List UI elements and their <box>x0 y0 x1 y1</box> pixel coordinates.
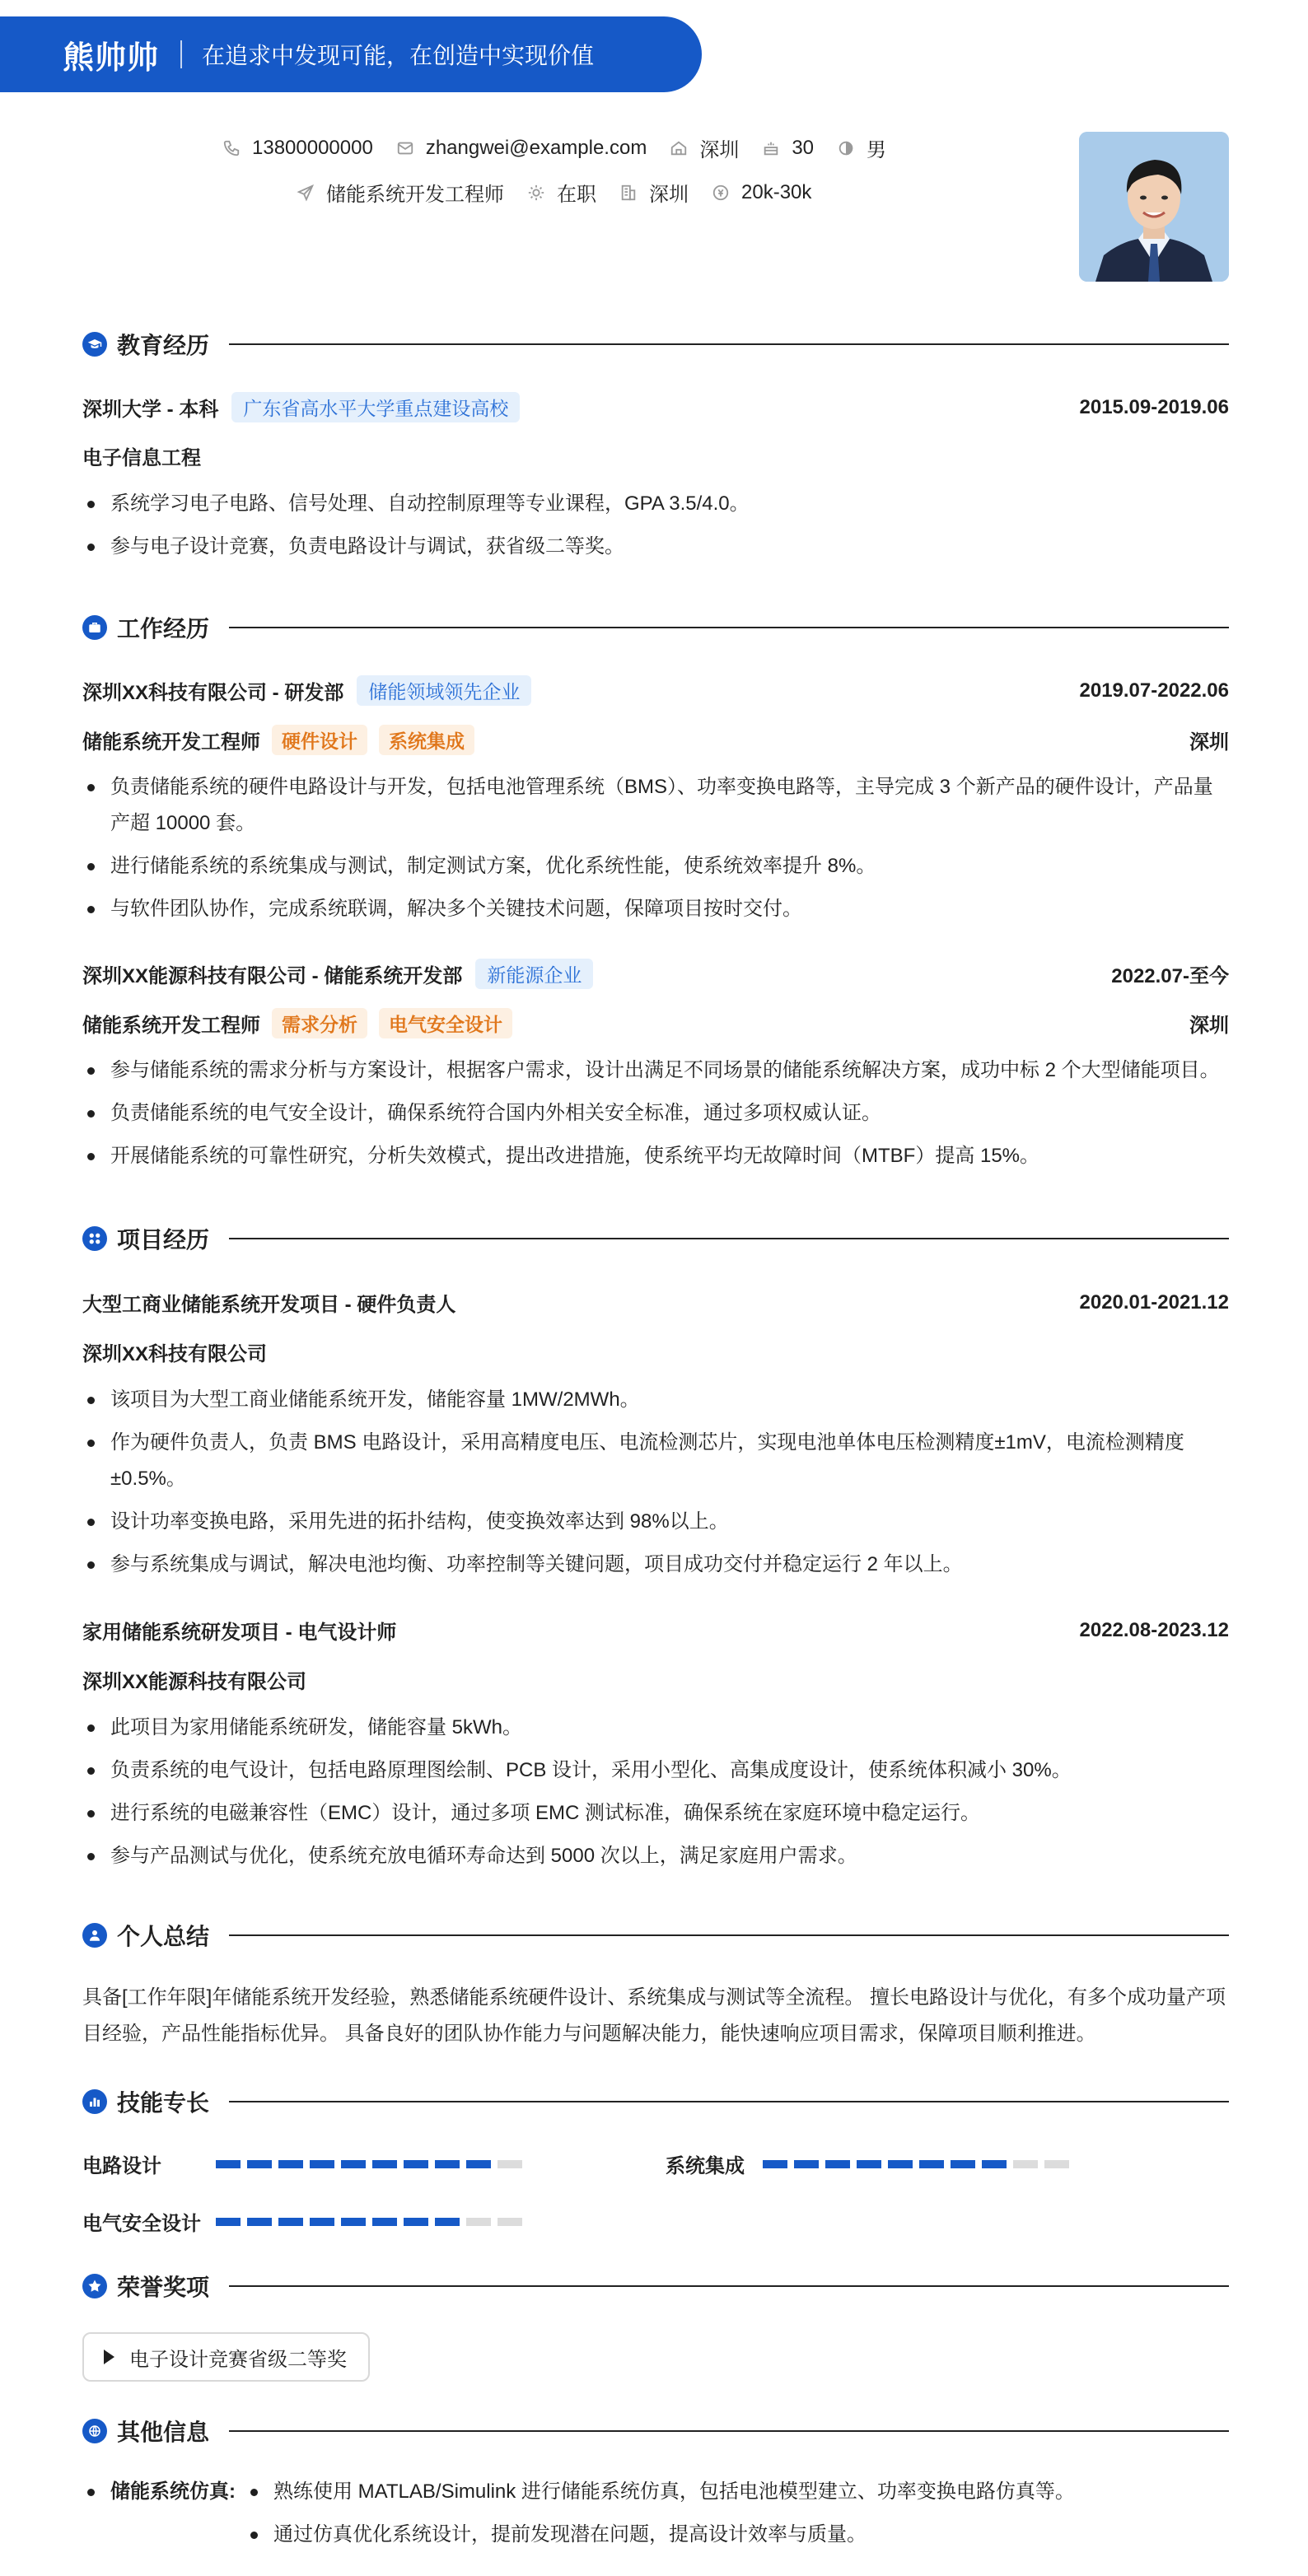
contact-city <box>670 133 739 162</box>
status-text: 在职 <box>557 184 596 206</box>
contact-email <box>396 137 647 160</box>
section-divider <box>229 2285 1229 2287</box>
work-date: 2022.07-至今 <box>1111 965 1229 987</box>
home-icon <box>670 139 688 157</box>
work-2-header <box>82 959 1229 989</box>
section-work <box>82 611 1229 644</box>
email-text: zhangwei@example.com <box>425 136 647 159</box>
slogan: 在追求中发现可能，在创造中实现价值 <box>202 43 595 68</box>
skill-level-segment <box>435 2160 460 2168</box>
skill-level-segment <box>794 2160 819 2168</box>
honor-item <box>82 2332 370 2382</box>
age-text: 30 <box>792 136 815 159</box>
list-item: 负责储能系统的硬件电路设计与开发，包括电池管理系统（BMS）、功率变换电路等，主导完成 3 个新产品的硬件设计，产品量产超 10000 套。 <box>82 769 1229 842</box>
education-major-row <box>82 441 1229 470</box>
list-item: 负责系统的电气设计，包括电路原理图绘制、PCB 设计，采用小型化、高集成度设计，使系统体积减小 30%。 <box>82 1752 1229 1789</box>
list-item: 该项目为大型工商业储能系统开发，储能容量 1MW/2MWh。 <box>82 1382 1229 1418</box>
skill-level-segment <box>216 2160 241 2168</box>
avatar <box>1079 132 1229 282</box>
globe-icon <box>82 2419 107 2443</box>
work-date: 2019.07-2022.06 <box>1079 679 1229 702</box>
skill-level-segment <box>435 2218 460 2226</box>
project-1-company-row <box>82 1337 1229 1366</box>
project-name: 家用储能系统研发项目 - 电气设计师 <box>82 1622 397 1644</box>
company-tag: 新能源企业 <box>475 959 593 989</box>
section-divider <box>229 1238 1229 1239</box>
skill-item <box>82 2149 529 2178</box>
section-education <box>82 328 1229 361</box>
skill-tag: 硬件设计 <box>272 725 367 755</box>
section-skills <box>82 2085 1229 2118</box>
list-item: 参与产品测试与优化，使系统充放电循环寿命达到 5000 次以上，满足家庭用户需求。 <box>82 1838 1229 1874</box>
skill-item <box>82 2207 529 2236</box>
skill-name: 电气安全设计 <box>82 2213 201 2235</box>
skill-tag: 系统集成 <box>379 725 474 755</box>
gender-icon <box>837 139 855 157</box>
education-date: 2015.09-2019.06 <box>1079 395 1229 418</box>
skill-level-bar <box>763 2160 1076 2168</box>
skill-level-segment <box>498 2160 522 2168</box>
contact-status <box>527 178 596 207</box>
skill-name: 系统集成 <box>666 2155 745 2177</box>
list-item: 参与系统集成与调试，解决电池均衡、功率控制等关键问题，项目成功交付并稳定运行 2 年以上。 <box>82 1547 1229 1583</box>
contact-gender <box>837 133 886 162</box>
education-bullets <box>82 486 1229 572</box>
list-item: 熟练使用 MATLAB/Simulink 进行储能系统仿真，包括电池模型建立、功率变换电路仿真等。 <box>247 2474 1075 2510</box>
project-company: 深圳XX科技有限公司 <box>82 1343 268 1365</box>
skill-level-segment <box>919 2160 944 2168</box>
list-item: 参与储能系统的需求分析与方案设计，根据客户需求，设计出满足不同场景的储能系统解决方案，成功中标 2 个大型储能项目。 <box>82 1052 1229 1089</box>
work-2-role-row <box>82 1008 1229 1038</box>
education-header <box>82 392 1229 422</box>
status-icon <box>527 184 545 202</box>
skill-level-segment <box>951 2160 975 2168</box>
skill-level-segment <box>278 2218 303 2226</box>
other-row <box>82 2474 1229 2560</box>
skill-level-segment <box>247 2218 272 2226</box>
contact-target-city <box>619 178 689 207</box>
city-text: 深圳 <box>699 139 740 161</box>
work-1-header <box>82 675 1229 706</box>
skill-level-segment <box>372 2218 397 2226</box>
section-divider <box>229 2101 1229 2102</box>
skill-level-segment <box>1013 2160 1038 2168</box>
contact-phone <box>222 137 373 160</box>
company-name: 深圳XX科技有限公司 - 研发部 <box>82 682 344 704</box>
project-name: 大型工商业储能系统开发项目 - 硬件负责人 <box>82 1294 456 1316</box>
skill-level-segment <box>310 2160 334 2168</box>
summary-text: 具备[工作年限]年储能系统开发经验，熟悉储能系统硬件设计、系统集成与测试等全流程。 擅长电路设计与优化，有多个成功量产项目经验，产品性能指标优异。 具备良好的团队协作能力与问题解决能力，能快速响应项目需求，保障项目顺利推进。 <box>82 1986 1226 2045</box>
award-icon <box>82 2274 107 2298</box>
skill-level-segment <box>857 2160 881 2168</box>
section-title-education: 教育经历 <box>117 333 210 358</box>
section-title-honors: 荣誉奖项 <box>117 2275 210 2300</box>
section-divider <box>229 1934 1229 1936</box>
list-item: 通过仿真优化系统设计，提前发现潜在问题，提高设计效率与质量。 <box>247 2517 1075 2553</box>
school-name: 深圳大学 - 本科 <box>82 399 219 421</box>
skill-level-segment <box>498 2218 522 2226</box>
list-item: 设计功率变换电路，采用先进的拓扑结构，使变换效率达到 98%以上。 <box>82 1504 1229 1540</box>
section-project <box>82 1222 1229 1255</box>
list-item: 此项目为家用储能系统研发，储能容量 5kWh。 <box>82 1710 1229 1746</box>
skill-level-segment <box>466 2218 491 2226</box>
list-item: 进行系统的电磁兼容性（EMC）设计，通过多项 EMC 测试标准，确保系统在家庭环境中稳定运行。 <box>82 1795 1229 1832</box>
skill-level-segment <box>310 2218 334 2226</box>
gender-text: 男 <box>867 139 887 161</box>
section-divider <box>229 2430 1229 2432</box>
salary-text: 20k-30k <box>741 180 812 203</box>
company-tag: 储能领域领先企业 <box>357 675 531 706</box>
list-item: 参与电子设计竞赛，负责电路设计与调试，获省级二等奖。 <box>82 529 1229 565</box>
candidate-name: 熊帅帅 <box>63 40 160 76</box>
skill-level-segment <box>982 2160 1007 2168</box>
section-honors <box>82 2270 1229 2303</box>
skill-level-segment <box>341 2160 366 2168</box>
position-text: 储能系统开发工程师 <box>326 184 504 206</box>
coin-icon <box>712 184 730 202</box>
grid-icon <box>82 1226 107 1251</box>
mail-icon <box>396 139 414 157</box>
section-title-skills: 技能专长 <box>117 2090 210 2116</box>
contact-row-2 <box>297 178 834 207</box>
company-name: 深圳XX能源科技有限公司 - 储能系统开发部 <box>82 965 463 987</box>
skill-level-segment <box>278 2160 303 2168</box>
project-2-header <box>82 1616 1229 1645</box>
user-icon <box>82 1923 107 1948</box>
target-city-text: 深圳 <box>649 184 689 206</box>
list-item: 开展储能系统的可靠性研究，分析失效模式，提出改进措施，使系统平均无故障时间（MTBF）提高 15%。 <box>82 1138 1229 1174</box>
project-2-bullets <box>82 1710 1229 1881</box>
project-company: 深圳XX能源科技有限公司 <box>82 1671 307 1693</box>
other-label: 储能系统仿真: <box>110 2480 236 2503</box>
project-2-company-row <box>82 1665 1229 1694</box>
contact-row-1 <box>222 133 909 162</box>
section-other <box>82 2415 1229 2448</box>
contact-position <box>297 178 504 207</box>
contact-age <box>762 137 814 160</box>
list-item: 系统学习电子电路、信号处理、自动控制原理等专业课程，GPA 3.5/4.0。 <box>82 486 1229 522</box>
phone-text: 13800000000 <box>252 136 373 159</box>
list-item: 进行储能系统的系统集成与测试，制定测试方案，优化系统性能，使系统效率提升 8%。 <box>82 848 1229 884</box>
section-title-project: 项目经历 <box>117 1227 210 1253</box>
briefcase-icon <box>82 615 107 640</box>
contact-salary <box>712 181 811 204</box>
bar-chart-icon <box>82 2089 107 2114</box>
skill-level-segment <box>372 2160 397 2168</box>
skill-level-segment <box>404 2160 428 2168</box>
phone-icon <box>222 139 241 157</box>
skill-level-bar <box>216 2218 529 2226</box>
skill-level-segment <box>216 2218 241 2226</box>
section-title-work: 工作经历 <box>117 616 210 642</box>
banner-divider <box>180 40 182 68</box>
header-banner <box>0 16 702 92</box>
work-1-bullets <box>82 769 1229 934</box>
skill-item <box>666 2149 1076 2178</box>
honor-text: 电子设计竞赛省级二等奖 <box>129 2348 347 2371</box>
skill-level-segment <box>341 2218 366 2226</box>
section-summary <box>82 1919 1229 1952</box>
other-list <box>247 2474 1075 2560</box>
section-divider <box>229 343 1229 345</box>
project-date: 2020.01-2021.12 <box>1079 1290 1229 1314</box>
work-location: 深圳 <box>1189 731 1229 754</box>
list-item: 负责储能系统的电气安全设计，确保系统符合国内外相关安全标准，通过多项权威认证。 <box>82 1095 1229 1132</box>
list-item: 与软件团队协作，完成系统联调，解决多个关键技术问题，保障项目按时交付。 <box>82 891 1229 927</box>
list-item: 作为硬件负责人，负责 BMS 电路设计，采用高精度电压、电流检测芯片，实现电池单体电压检测精度±1mV，电流检测精度±0.5%。 <box>82 1425 1229 1497</box>
skill-level-segment <box>1044 2160 1069 2168</box>
project-date: 2022.08-2023.12 <box>1079 1618 1229 1641</box>
skill-name: 电路设计 <box>82 2155 161 2177</box>
skill-level-segment <box>763 2160 787 2168</box>
section-divider <box>229 627 1229 628</box>
skill-tag: 电气安全设计 <box>379 1008 512 1038</box>
work-1-role-row <box>82 725 1229 755</box>
role-title: 储能系统开发工程师 <box>82 731 260 754</box>
send-icon <box>297 184 315 202</box>
section-title-other: 其他信息 <box>117 2420 210 2445</box>
building-icon <box>619 184 638 202</box>
skill-level-segment <box>825 2160 850 2168</box>
cake-icon <box>762 139 780 157</box>
skill-tag: 需求分析 <box>272 1008 367 1038</box>
work-location: 深圳 <box>1189 1015 1229 1037</box>
project-1-header <box>82 1288 1229 1317</box>
skill-level-segment <box>466 2160 491 2168</box>
skill-level-segment <box>247 2160 272 2168</box>
school-tag: 广东省高水平大学重点建设高校 <box>231 392 520 422</box>
bullet-dot <box>87 2489 95 2496</box>
skill-level-segment <box>404 2218 428 2226</box>
project-1-bullets <box>82 1382 1229 1589</box>
major: 电子信息工程 <box>82 447 201 469</box>
play-icon <box>104 2350 114 2364</box>
other-info <box>82 2474 1229 2560</box>
graduation-cap-icon <box>82 332 107 357</box>
section-title-summary: 个人总结 <box>117 1924 210 1949</box>
skill-level-segment <box>888 2160 913 2168</box>
role-title: 储能系统开发工程师 <box>82 1015 260 1037</box>
skill-level-bar <box>216 2160 529 2168</box>
work-2-bullets <box>82 1052 1229 1181</box>
